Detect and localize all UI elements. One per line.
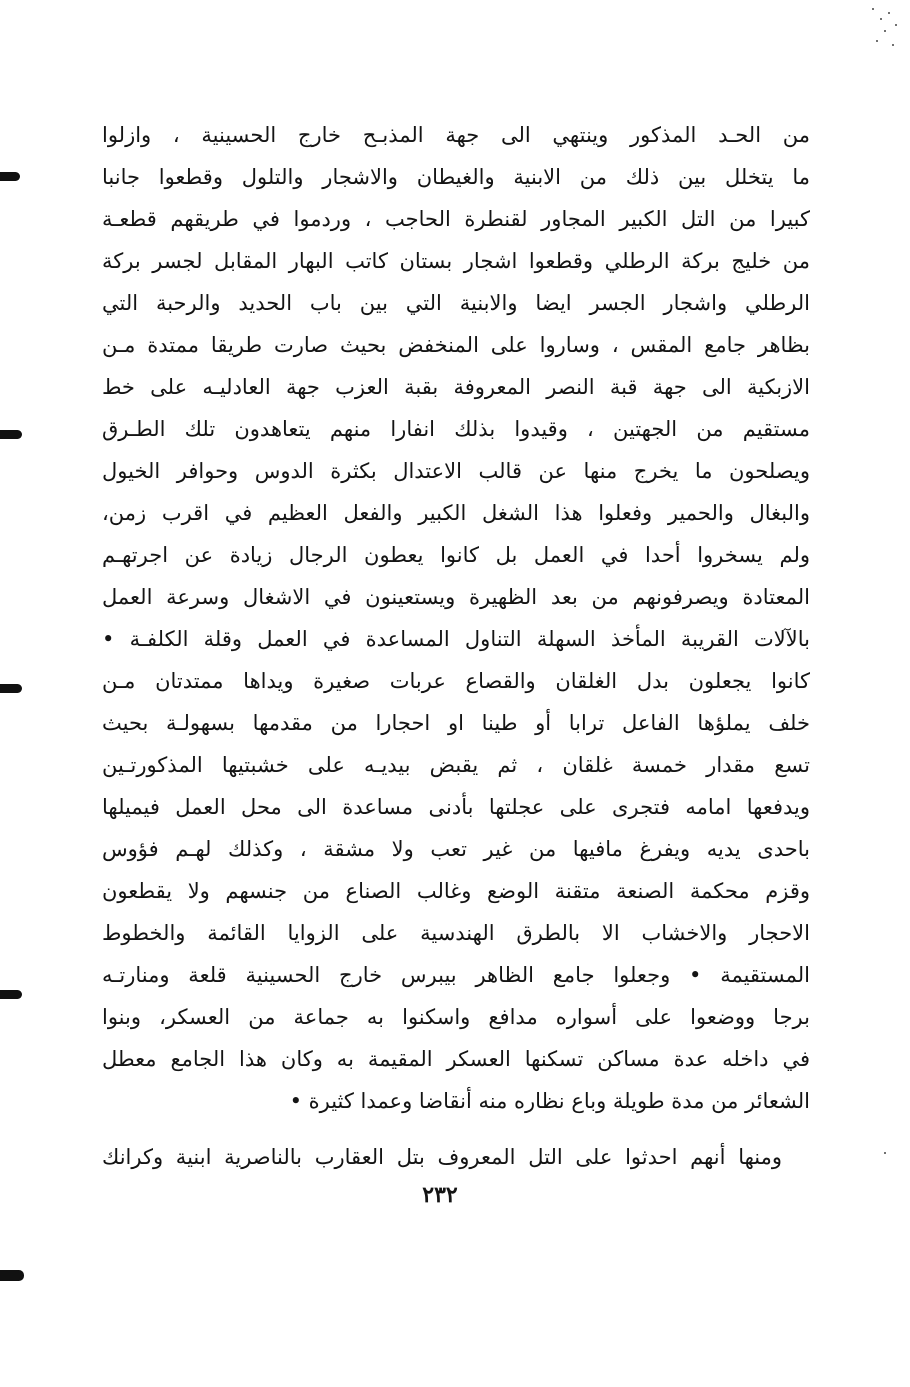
binding-mark bbox=[0, 684, 22, 693]
text-line: في داخله عدة مساكن تسكنها العسكر المقيمة به وكان هذا الجامع معطل bbox=[102, 1047, 810, 1071]
text-line: باحدى يديه ويفرغ مافيها من غير تعب ولا مشقة ، وكذلك لهـم فؤوس bbox=[102, 837, 810, 861]
text-line: بالآلات القريبة المأخذ السهلة التناول المساعدة في العمل وقلة الكلفـة • bbox=[102, 627, 810, 651]
text-line: ولم يسخروا أحدا في العمل بل كانوا يعطون الرجال زيادة عن اجرتهـم bbox=[102, 543, 810, 567]
scan-speck bbox=[895, 24, 897, 26]
text-line: كانوا يجعلون بدل الغلقان والقصاع عربات صغيرة ويداها ممتدتان مـن bbox=[102, 669, 810, 693]
text-line-last: الشعائر من مدة طويلة وباع نظاره منه أنقاضا وعمدا كثيرة • bbox=[289, 1089, 810, 1113]
next-paragraph-line: ومنها أنهم احدثوا على التل المعروف بتل العقارب بالناصرية ابنية وكرانك bbox=[102, 1145, 782, 1169]
scan-speck bbox=[892, 44, 894, 46]
binding-mark bbox=[0, 1270, 24, 1281]
scan-speck bbox=[880, 18, 882, 20]
text-line: خلف يملؤها الفاعل ترابا أو طينا او احجارا من مقدمها بسهولـة بحيث bbox=[102, 711, 810, 735]
text-line: المستقيمة • وجعلوا جامع الظاهر بيبرس خارج الحسينية قلعة ومنارتـه bbox=[102, 963, 810, 987]
scan-speck bbox=[884, 30, 886, 32]
text-line: الازبكية الى جهة قبة النصر المعروفة بقبة العزب جهة العادليـه على خط bbox=[102, 375, 810, 399]
text-line: كبيرا من التل الكبير المجاور لقنطرة الحاجب ، وردموا في طريقهم قطعـة bbox=[102, 207, 810, 231]
text-line: والبغال والحمير وفعلوا هذا الشغل الكبير والفعل العظيم في اقرب زمن، bbox=[102, 501, 810, 525]
binding-mark bbox=[0, 172, 20, 181]
text-line: ويصلحون ما يخرج منها عن قالب الاعتدال بكثرة الدوس وحوافر الخيول bbox=[102, 459, 810, 483]
text-line: ما يتخلل بين ذلك من الابنية والغيطان والاشجار والتلول وقطعوا جانبا bbox=[102, 165, 810, 189]
text-line: تسع مقدار خمسة غلقان ، ثم يقبض بيديـه على خشبتيها المذكورتـين bbox=[102, 753, 810, 777]
scan-speck bbox=[876, 40, 878, 42]
binding-mark bbox=[0, 990, 22, 999]
text-line: بظاهر جامع المقس ، وساروا على المنخفض بحيث صارت طريقا ممتدة مـن bbox=[102, 333, 810, 357]
text-line: وقزم محكمة الصنعة متقنة الوضع وغالب الصناع من جنسهم ولا يقطعون bbox=[102, 879, 810, 903]
page-number: ٢٣٢ bbox=[422, 1182, 458, 1208]
scan-speck bbox=[888, 12, 890, 14]
text-line: الرطلي واشجار الجسر ايضا والابنية التي بين باب الحديد والرحبة التي bbox=[102, 291, 810, 315]
scan-speck bbox=[872, 8, 874, 10]
text-line: مستقيم من الجهتين ، وقيدوا بذلك انفارا منهم يتعاهدون تلك الطـرق bbox=[102, 417, 810, 441]
text-line: برجا ووضعوا على أسواره مدافع واسكنوا به جماعة من العسكر، وبنوا bbox=[102, 1005, 810, 1029]
scan-speck bbox=[884, 1152, 886, 1154]
text-line: ويدفعها امامه فتجرى على عجلتها بأدنى مساعدة الى محل العمل فيميلها bbox=[102, 795, 810, 819]
text-line: المعتادة ويصرفونهم من بعد الظهيرة ويستعينون في الاشغال وسرعة العمل bbox=[102, 585, 810, 609]
text-line: من خليج بركة الرطلي وقطعوا اشجار بستان كاتب البهار المقابل لجسر بركة bbox=[102, 249, 810, 273]
text-line: من الحـد المذكور وينتهي الى جهة المذبـح خارج الحسينية ، وازلوا bbox=[102, 123, 810, 147]
binding-mark bbox=[0, 430, 22, 439]
text-line: الاحجار والاخشاب الا بالطرق الهندسية على الزوايا القائمة والخطوط bbox=[102, 921, 810, 945]
main-paragraph bbox=[102, 114, 810, 1122]
